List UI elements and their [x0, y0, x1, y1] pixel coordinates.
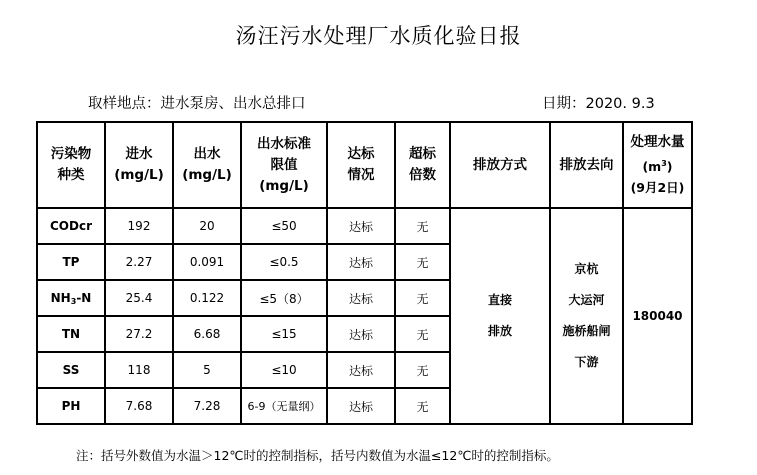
- table-row: [37, 208, 692, 244]
- pollutant-name: SS: [37, 352, 105, 388]
- status-value: 达标: [327, 352, 395, 388]
- exceed-value: 无: [395, 316, 450, 352]
- footnote: 注：括号外数值为水温＞12℃时的控制指标，括号内数值为水温≤12℃时的控制指标。: [76, 448, 559, 463]
- discharge-method-line1: 直接: [487, 293, 512, 307]
- influent-value: 7.68: [105, 388, 173, 424]
- sampling-location: 取样地点：进水泵房、出水总排口: [88, 96, 306, 112]
- limit-value: ≤50: [241, 208, 327, 244]
- effluent-value: 20: [173, 208, 241, 244]
- exceed-value: 无: [395, 280, 450, 316]
- header-influent-unit: (mg/L): [114, 167, 164, 183]
- header-row: [37, 122, 692, 208]
- header-status-line2: 情况: [347, 167, 375, 183]
- pollutant-name: TP: [37, 244, 105, 280]
- header-volume-unit: [624, 153, 691, 177]
- header-volume: [623, 122, 692, 208]
- report-title: 汤汪污水处理厂水质化验日报: [235, 24, 522, 48]
- discharge-destination: [550, 208, 623, 424]
- discharge-method-line2: 排放: [487, 324, 512, 338]
- header-effluent: [173, 122, 241, 208]
- header-pollutant-line2: 种类: [57, 167, 85, 183]
- report-date: 日期：2020. 9.3: [542, 96, 655, 112]
- header-exceed-line2: 倍数: [409, 167, 436, 183]
- influent-value: 25.4: [105, 280, 173, 316]
- header-influent-line1: 进水: [125, 146, 153, 162]
- limit-value: ≤10: [241, 352, 327, 388]
- destination-line3: 施桥船闸: [562, 324, 611, 338]
- status-value: 达标: [327, 244, 395, 280]
- exceed-value: 无: [395, 208, 450, 244]
- limit-value: ≤0.5: [241, 244, 327, 280]
- status-value: 达标: [327, 208, 395, 244]
- effluent-value: 0.091: [173, 244, 241, 280]
- exceed-value: 无: [395, 388, 450, 424]
- influent-value: 27.2: [105, 316, 173, 352]
- influent-value: 118: [105, 352, 173, 388]
- status-value: 达标: [327, 316, 395, 352]
- destination-line1: 京杭: [574, 262, 599, 276]
- status-value: 达标: [327, 280, 395, 316]
- header-method: 排放方式: [450, 122, 550, 208]
- header-volume-line1: 处理水量: [630, 134, 685, 150]
- pollutant-name-base: NH: [50, 290, 71, 305]
- influent-value: 2.27: [105, 244, 173, 280]
- pollutant-name: PH: [37, 388, 105, 424]
- pollutant-name: [37, 280, 105, 316]
- header-exceed: [395, 122, 450, 208]
- header-volume-unit-close: ): [666, 159, 673, 174]
- header-exceed-line1: 超标: [409, 146, 436, 162]
- effluent-value: 5: [173, 352, 241, 388]
- header-volume-date: (9月2日): [630, 180, 685, 195]
- header-status-line1: 达标: [347, 146, 375, 162]
- header-pollutant-line1: 污染物: [50, 146, 92, 162]
- header-destination: 排放去向: [550, 122, 623, 208]
- header-status: [327, 122, 395, 208]
- treatment-volume: 180040: [623, 208, 692, 424]
- header-limit-line2: 限值: [270, 156, 298, 173]
- effluent-value: 6.68: [173, 316, 241, 352]
- water-quality-table: [36, 121, 693, 425]
- limit-value: ≤5（8）: [241, 280, 327, 316]
- header-limit-line1: 出水标准: [257, 135, 311, 152]
- influent-value: 192: [105, 208, 173, 244]
- pollutant-name: CODcr: [37, 208, 105, 244]
- header-pollutant: [37, 122, 105, 208]
- discharge-method: [450, 208, 550, 424]
- effluent-value: 0.122: [173, 280, 241, 316]
- pollutant-name-subscript: 3: [70, 296, 77, 306]
- limit-value: ≤15: [241, 316, 327, 352]
- header-influent: [105, 122, 173, 208]
- exceed-value: 无: [395, 244, 450, 280]
- destination-line2: 大运河: [568, 293, 605, 307]
- header-volume-unit-exp: 3: [661, 159, 667, 168]
- limit-value: 6-9（无量纲）: [241, 388, 327, 424]
- destination-line4: 下游: [574, 355, 599, 369]
- header-limit-unit: (mg/L): [259, 177, 309, 194]
- exceed-value: 无: [395, 352, 450, 388]
- pollutant-name: TN: [37, 316, 105, 352]
- pollutant-name-suffix: -N: [76, 290, 92, 305]
- header-effluent-unit: (mg/L): [182, 167, 232, 183]
- header-effluent-line1: 出水: [193, 146, 221, 162]
- status-value: 达标: [327, 388, 395, 424]
- header-volume-unit-base: (m: [642, 159, 662, 174]
- effluent-value: 7.28: [173, 388, 241, 424]
- header-limit: [241, 122, 327, 208]
